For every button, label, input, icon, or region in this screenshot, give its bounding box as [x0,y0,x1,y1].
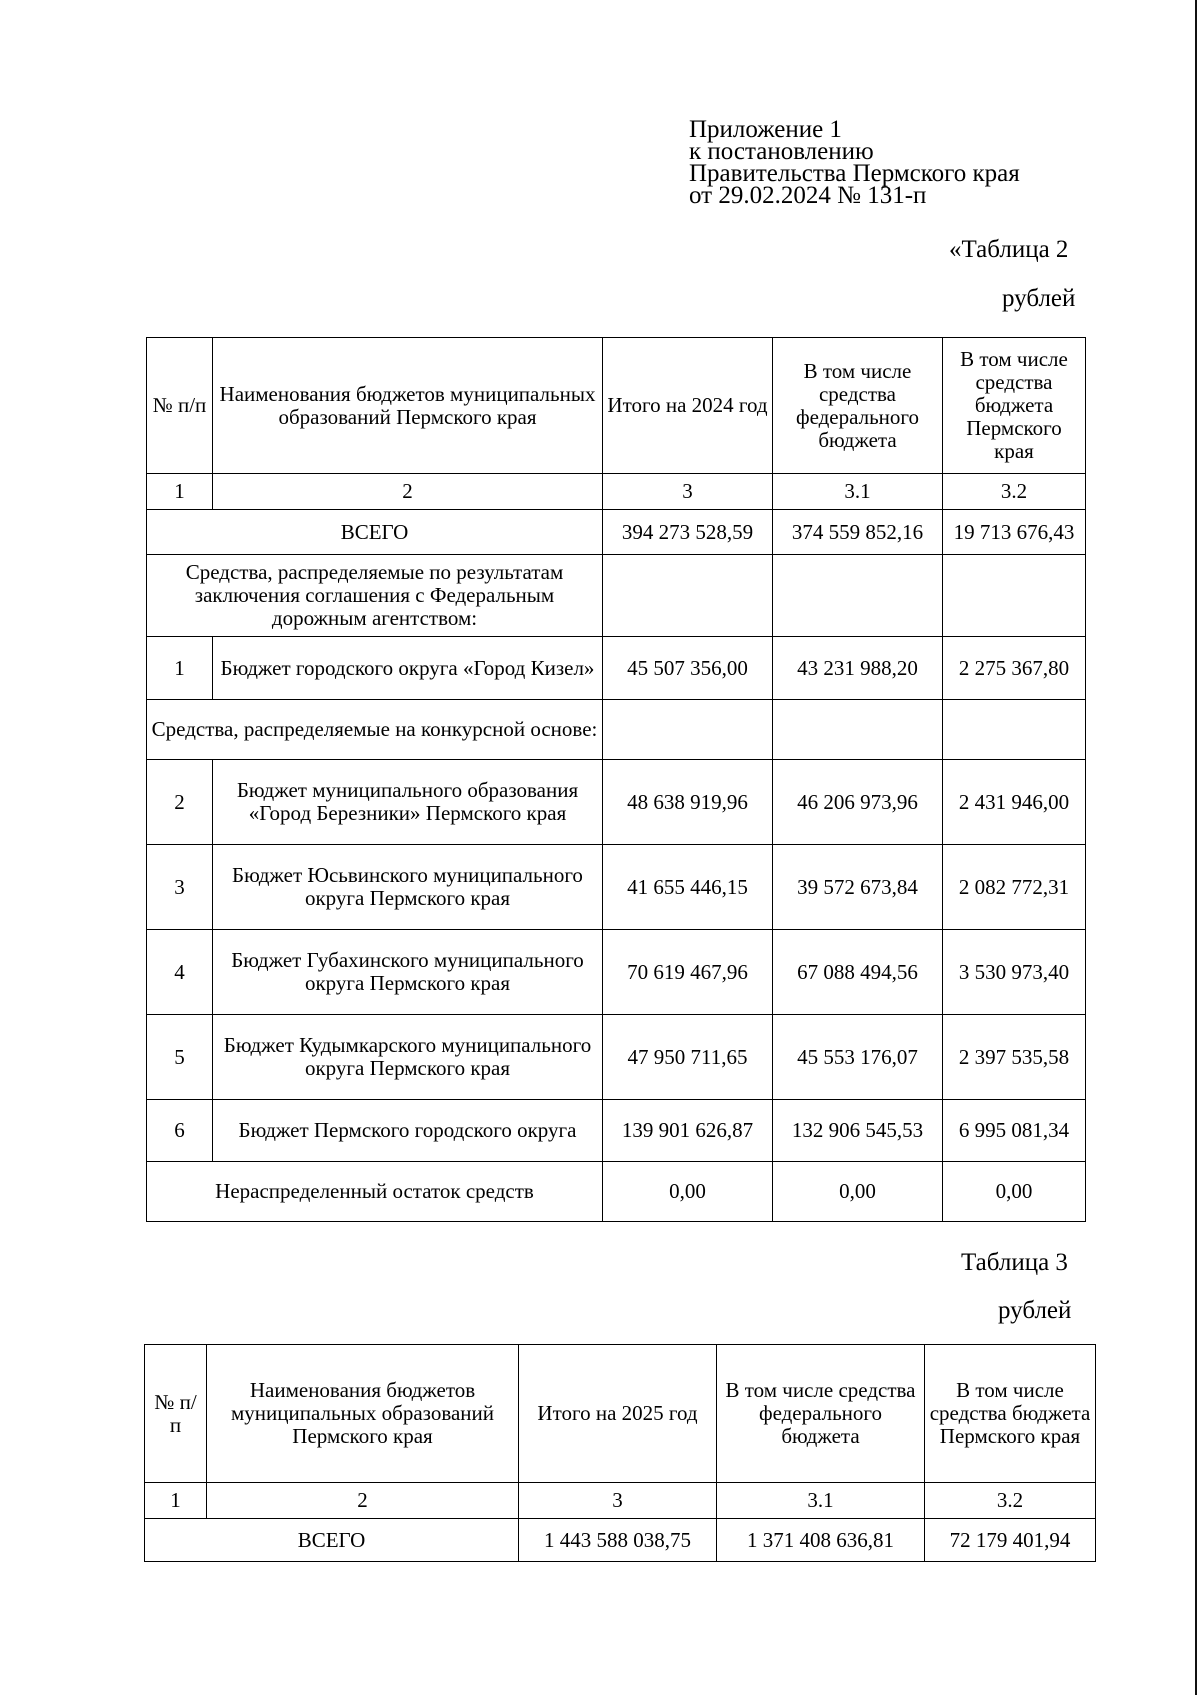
row-num: 1 [147,637,213,700]
header-name: Наименования бюджетов муниципальных образований Пермского края [213,338,603,474]
row-total: 139 901 626,87 [603,1100,773,1162]
total-regional: 72 179 401,94 [925,1519,1096,1562]
colnum-cell: 3.1 [717,1483,925,1519]
header-line: к постановлению [689,138,874,165]
row-total: 41 655 446,15 [603,845,773,930]
total-sum: 394 273 528,59 [603,510,773,555]
row-name: Бюджет Юсьвинского муниципального округа Пермского края [213,845,603,930]
colnum-cell: 1 [147,474,213,510]
header-line: Приложение 1 [689,116,842,143]
row-regional: 2 397 535,58 [943,1015,1086,1100]
total-federal: 1 371 408 636,81 [717,1519,925,1562]
row-federal: 45 553 176,07 [773,1015,943,1100]
row-num: 4 [147,930,213,1015]
row-federal: 46 206 973,96 [773,760,943,845]
row-regional: 2 082 772,31 [943,845,1086,930]
row-num: 3 [147,845,213,930]
colnum-cell: 1 [145,1483,207,1519]
table2-section-row [147,700,1086,760]
remainder-total: 0,00 [603,1162,773,1222]
empty-cell [943,700,1086,760]
total-sum: 1 443 588 038,75 [519,1519,717,1562]
table2-colnum-row [147,474,1086,510]
table2-header-row [147,338,1086,474]
total-federal: 374 559 852,16 [773,510,943,555]
row-regional: 2 431 946,00 [943,760,1086,845]
colnum-cell: 2 [207,1483,519,1519]
colnum-cell: 3.1 [773,474,943,510]
table3-colnum-row [145,1483,1096,1519]
row-num: 6 [147,1100,213,1162]
row-federal: 67 088 494,56 [773,930,943,1015]
row-name: Бюджет муниципального образования «Город Березники» Пермского края [213,760,603,845]
header-num: № п/п [145,1345,207,1483]
table2-remainder-row [147,1162,1086,1222]
header-federal: В том числе средства федерального бюджета [717,1345,925,1483]
total-label: ВСЕГО [147,510,603,555]
table-row [147,1100,1086,1162]
row-total: 48 638 919,96 [603,760,773,845]
table3-units: рублей [998,1297,1072,1324]
row-federal: 132 906 545,53 [773,1100,943,1162]
table2 [146,337,1086,1222]
remainder-regional: 0,00 [943,1162,1086,1222]
remainder-label: Нераспределенный остаток средств [147,1162,603,1222]
table3 [144,1344,1096,1562]
header-line: Правительства Пермского края [689,160,1020,187]
row-name: Бюджет городского округа «Город Кизел» [213,637,603,700]
table-row [147,760,1086,845]
empty-cell [773,555,943,637]
row-total: 70 619 467,96 [603,930,773,1015]
empty-cell [603,555,773,637]
header-regional: В том числе средства бюджета Пермского края [943,338,1086,474]
table-row [147,845,1086,930]
table3-caption: Таблица 3 [961,1249,1068,1276]
row-num: 2 [147,760,213,845]
document-header [689,116,1020,209]
row-regional: 2 275 367,80 [943,637,1086,700]
header-total: Итого на 2024 год [603,338,773,474]
total-label: ВСЕГО [145,1519,519,1562]
header-name: Наименования бюджетов муниципальных образований Пермского края [207,1345,519,1483]
row-name: Бюджет Губахинского муниципального округа Пермского края [213,930,603,1015]
row-total: 47 950 711,65 [603,1015,773,1100]
table-row [147,1015,1086,1100]
empty-cell [773,700,943,760]
header-line: от 29.02.2024 № 131-п [689,182,927,209]
total-regional: 19 713 676,43 [943,510,1086,555]
colnum-cell: 3.2 [925,1483,1096,1519]
empty-cell [943,555,1086,637]
row-num: 5 [147,1015,213,1100]
colnum-cell: 2 [213,474,603,510]
row-total: 45 507 356,00 [603,637,773,700]
table-row [147,930,1086,1015]
table2-section-row [147,555,1086,637]
header-regional: В том числе средства бюджета Пермского края [925,1345,1096,1483]
colnum-cell: 3.2 [943,474,1086,510]
header-total: Итого на 2025 год [519,1345,717,1483]
table3-total-row [145,1519,1096,1562]
row-name: Бюджет Кудымкарского муниципального округа Пермского края [213,1015,603,1100]
colnum-cell: 3 [519,1483,717,1519]
table2-caption: «Таблица 2 [949,236,1069,263]
table2-units: рублей [1002,285,1076,312]
row-name: Бюджет Пермского городского округа [213,1100,603,1162]
row-federal: 39 572 673,84 [773,845,943,930]
empty-cell [603,700,773,760]
page-edge-line [1195,0,1197,1695]
section-label: Средства, распределяемые по результатам заключения соглашения с Федеральным дорожным агентством: [147,555,603,637]
table2-total-row [147,510,1086,555]
colnum-cell: 3 [603,474,773,510]
section-label: Средства, распределяемые на конкурсной основе: [147,700,603,760]
row-federal: 43 231 988,20 [773,637,943,700]
table3-header-row [145,1345,1096,1483]
header-federal: В том числе средства федерального бюджета [773,338,943,474]
row-regional: 6 995 081,34 [943,1100,1086,1162]
row-regional: 3 530 973,40 [943,930,1086,1015]
table-row [147,637,1086,700]
header-num: № п/п [147,338,213,474]
remainder-federal: 0,00 [773,1162,943,1222]
